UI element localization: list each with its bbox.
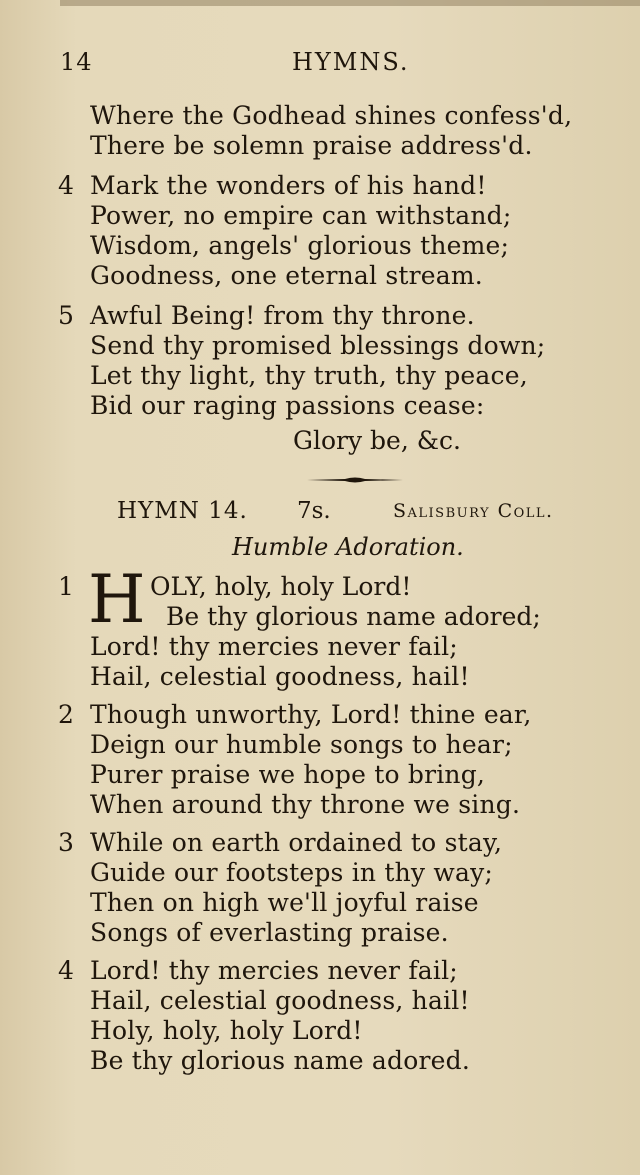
page-header	[0, 48, 640, 82]
verse-line: Goodness, one eternal stream.	[90, 261, 483, 290]
stanza-number: 4	[58, 956, 74, 985]
verse-line: Where the Godhead shines confess'd,	[90, 101, 573, 130]
verse-line: Power, no empire can withstand;	[90, 201, 512, 230]
stanza-number: 4	[58, 171, 74, 200]
doxology: Glory be, &c.	[293, 426, 461, 455]
verse-line: When around thy throne we sing.	[90, 790, 521, 819]
verse-line: There be solemn praise address'd.	[90, 131, 533, 160]
verse-line: Hail, celestial goodness, hail!	[90, 986, 470, 1015]
hymn-meter: 7s.	[297, 498, 331, 524]
hymn-title: HYMN 14.	[117, 498, 248, 524]
verse-line: OLY, holy, holy Lord!	[150, 572, 412, 601]
verse-line: Wisdom, angels' glorious theme;	[90, 231, 510, 260]
verse-line: Then on high we'll joyful raise	[90, 888, 479, 917]
verse-line: Holy, holy, holy Lord!	[90, 1016, 363, 1045]
verse-line: Guide our footsteps in thy way;	[90, 858, 494, 887]
hymn-heading	[0, 498, 640, 530]
page-top-edge	[60, 0, 640, 6]
verse-line: Send thy promised blessings down;	[90, 331, 546, 360]
verse-line: Be thy glorious name adored;	[166, 602, 541, 631]
hymn-source: Salisbury Coll.	[393, 500, 554, 522]
verse-line: Awful Being! from thy throne.	[90, 301, 475, 330]
verse-line: Lord! thy mercies never fail;	[90, 956, 458, 985]
running-head: HYMNS.	[292, 48, 410, 76]
verse-line: Bid our raging passions cease:	[90, 391, 485, 420]
verse-line: Deign our humble songs to hear;	[90, 730, 513, 759]
verse-line: While on earth ordained to stay,	[90, 828, 503, 857]
stanza-number: 3	[58, 828, 74, 857]
stanza-number: 2	[58, 700, 74, 729]
verse-line: Though unworthy, Lord! thine ear,	[90, 700, 532, 729]
drop-cap: H	[88, 561, 146, 638]
stanza-number: 1	[58, 572, 74, 601]
stanza-number: 5	[58, 301, 74, 330]
verse-line: Purer praise we hope to bring,	[90, 760, 486, 789]
verse-line: Lord! thy mercies never fail;	[90, 632, 458, 661]
hymn-subtitle: Humble Adoration.	[232, 533, 464, 561]
section-divider-ornament	[305, 475, 405, 485]
verse-line: Mark the wonders of his hand!	[90, 171, 487, 200]
verse-line: Let thy light, thy truth, thy peace,	[90, 361, 528, 390]
verse-line: Songs of everlasting praise.	[90, 918, 449, 947]
verse-line: Hail, celestial goodness, hail!	[90, 662, 470, 691]
verse-line: Be thy glorious name adored.	[90, 1046, 470, 1075]
page-number: 14	[60, 48, 93, 76]
